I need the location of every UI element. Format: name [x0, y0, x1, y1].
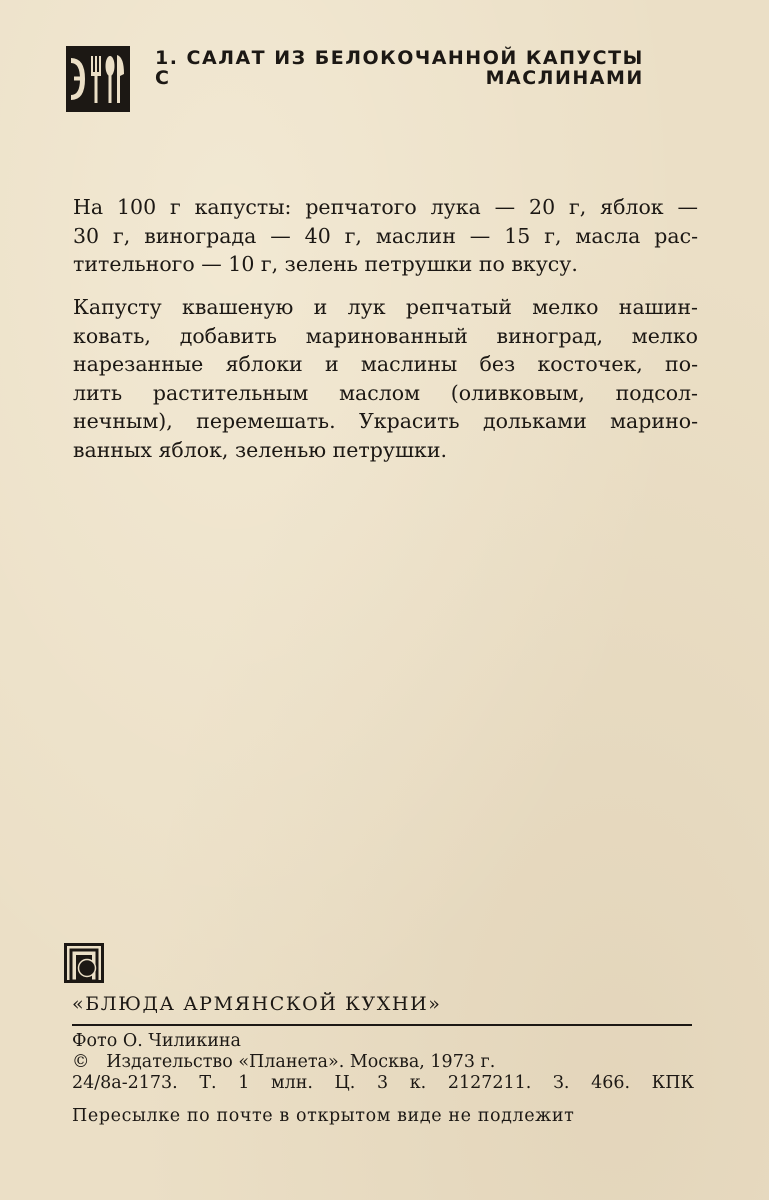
method-line-4: лить растительным маслом (оливковым, подсол-: [73, 380, 698, 405]
series-title: «БЛЮДА АРМЯНСКОЙ КУХНИ»: [72, 993, 442, 1015]
ingredients-paragraph: [73, 193, 698, 279]
recipe-title-line-2: С МАСЛИНАМИ: [155, 67, 644, 89]
method-line-5: нечным), перемешать. Украсить дольками марино-: [73, 409, 698, 433]
ingredients-line-3: тительного — 10 г, зелень петрушки по вкусу.: [73, 252, 578, 276]
method-line-6: ванных яблок, зеленью петрушки.: [73, 437, 447, 462]
method-line-3: нарезанные яблоки и маслины без косточек, по-: [73, 352, 698, 376]
ingredients-line-1: На 100 г капусты: репчатого лука — 20 г, яблок —: [73, 195, 698, 219]
planeta-publisher-icon: [64, 943, 104, 983]
print-info: 24/8а-2173. Т. 1 млн. Ц. 3 к. 2127211. З. 466. КПК: [72, 1073, 694, 1093]
method-line-2: ковать, добавить маринованный виноград, мелко: [73, 323, 698, 348]
copyright-line: [72, 1052, 694, 1073]
photo-credit: Фото О. Чиликина: [72, 1031, 241, 1051]
imprint: [72, 1031, 694, 1094]
postal-notice: Пересылке по почте в открытом виде не подлежит: [72, 1106, 575, 1126]
cutlery-emblem-icon: [66, 46, 130, 112]
divider: [72, 1024, 692, 1026]
ingredients-line-2: 30 г, винограда — 40 г, маслин — 15 г, масла рас-: [73, 223, 698, 248]
method-line-1: Капусту квашеную и лук репчатый мелко нашин-: [73, 295, 698, 319]
recipe-title-line-1: 1. САЛАТ ИЗ БЕЛОКОЧАННОЙ КАПУСТЫ: [155, 47, 644, 69]
recipe-title: [155, 48, 644, 88]
method-paragraph: [73, 293, 698, 464]
copyright-text: Издательство «Планета». Москва, 1973 г.: [106, 1052, 496, 1072]
copyright-symbol: ©: [72, 1052, 90, 1072]
